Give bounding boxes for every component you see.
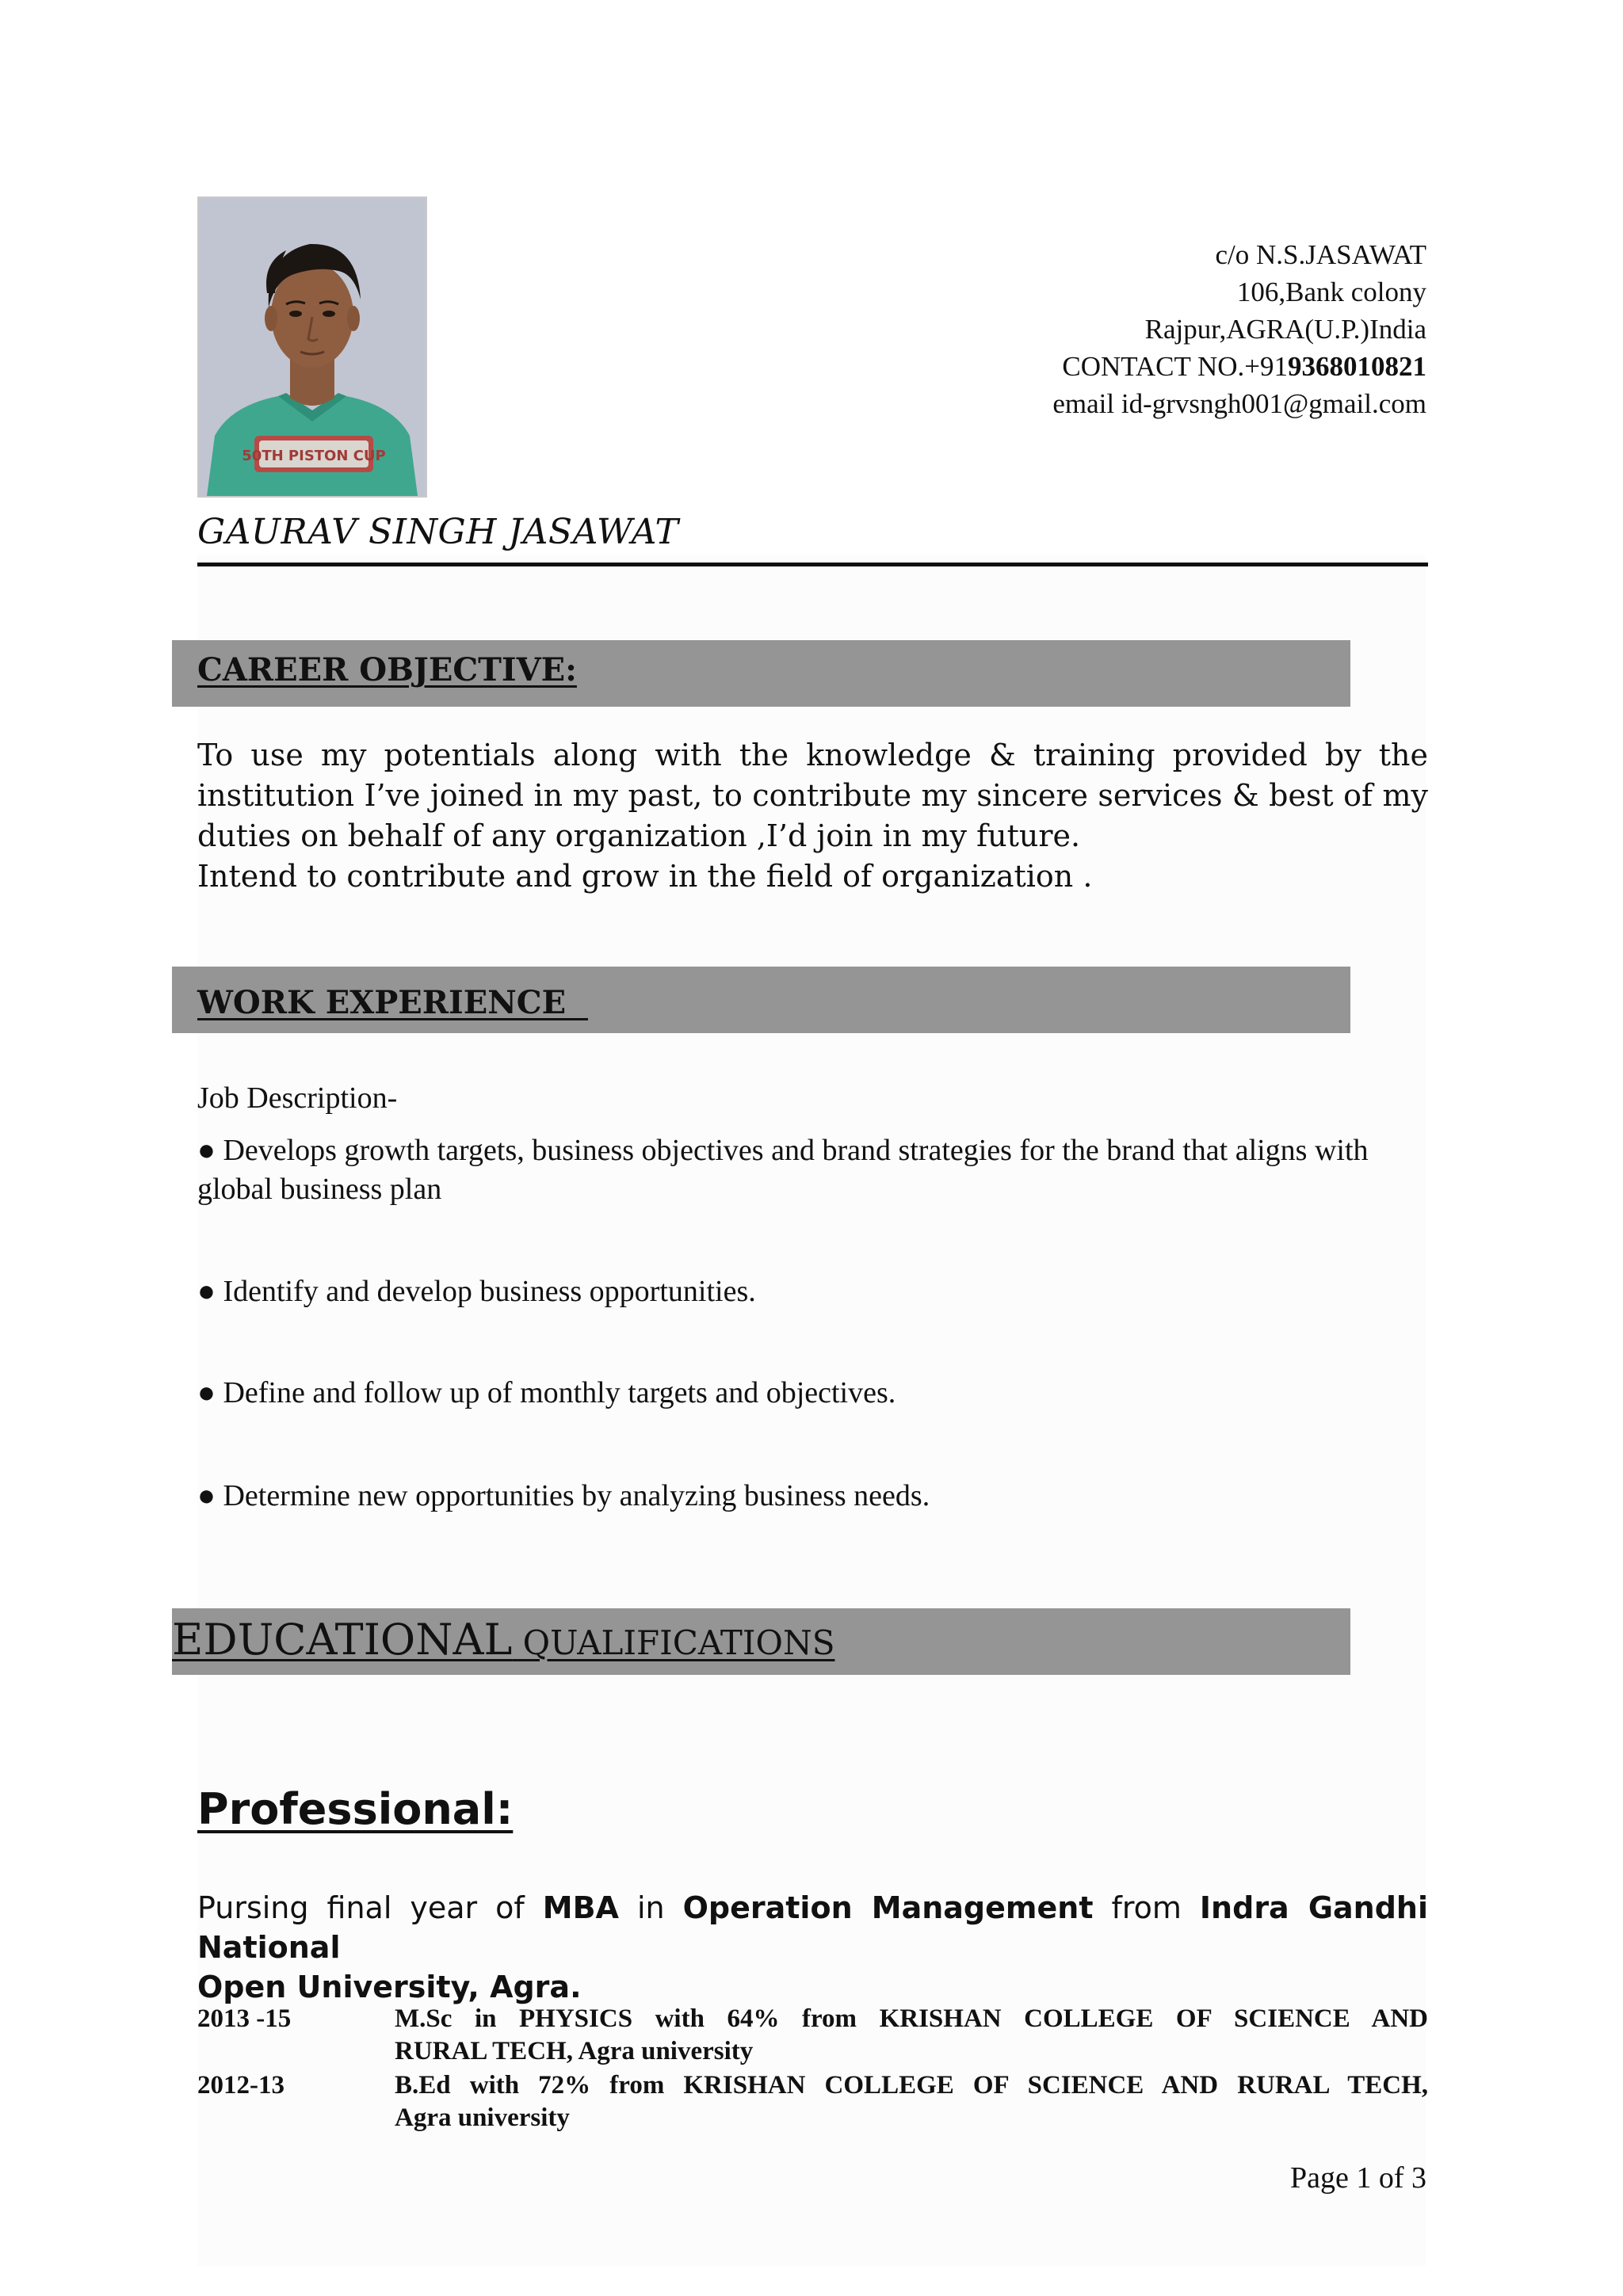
education-heading: EDUCATIONAL QUALIFICATIONS <box>172 1615 835 1665</box>
mba-statement: Pursing final year of MBA in Operation Management from Indra Gandhi National Open University, Agra. <box>197 1890 1429 2004</box>
work-experience-heading: WORK EXPERIENCE <box>197 984 588 1021</box>
address-line: c/o N.S.JASAWAT <box>1215 239 1426 270</box>
list-item: ● Define and follow up of monthly targets and objectives. <box>197 1376 896 1409</box>
qualification-year: 2013 -15 <box>197 2004 292 2033</box>
work-experience-band <box>172 967 1350 1033</box>
qualification-row <box>197 2003 1428 2069</box>
list-item: ● Develops growth targets, business objectives and brand strategies for the brand that aligns with global business plan <box>197 1134 1369 1206</box>
address-line: Rajpur,AGRA(U.P.)India <box>1144 314 1426 345</box>
address-line: 106,Bank colony <box>1236 277 1426 307</box>
list-item: ● Determine new opportunities by analyzing business needs. <box>197 1479 930 1512</box>
qualification-row <box>197 2069 1428 2136</box>
contact-number: CONTACT NO.+919368010821 <box>1062 351 1426 382</box>
job-description-label: Job Description- <box>197 1081 398 1115</box>
contact-block <box>824 236 1426 422</box>
career-objective-heading: CAREER OBJECTIVE: <box>197 651 577 688</box>
career-objective-text: To use my potentials along with the knowledge & training provided by the institution I’ve joined in my past, to contribute my sincere services & best of my duties on behalf of any organization ,I’d join in my future. Intend to contribute and grow in the field of organization . <box>197 738 1428 894</box>
education-band <box>172 1608 1350 1675</box>
svg-text:50TH PISTON CUP: 50TH PISTON CUP <box>242 448 386 464</box>
name-divider <box>197 563 1428 566</box>
qualification-description: B.Ed with 72% from KRISHAN COLLEGE OF SCIENCE AND RURAL TECH, Agra university <box>395 2071 1428 2132</box>
list-item: ● Identify and develop business opportunities. <box>197 1275 756 1308</box>
qualification-year: 2012-13 <box>197 2071 285 2100</box>
career-objective-band <box>172 640 1350 707</box>
email-address: email id-grvsngh001@gmail.com <box>1052 388 1426 419</box>
candidate-name: GAURAV SINGH JASAWAT <box>197 512 679 552</box>
professional-heading: Professional: <box>197 1784 514 1834</box>
profile-photo <box>197 196 427 498</box>
profile-photo-icon <box>199 198 426 496</box>
qualification-description: M.Sc in PHYSICS with 64% from KRISHAN COLLEGE OF SCIENCE AND RURAL TECH, Agra university <box>395 2004 1428 2065</box>
page-number: Page 1 of 3 <box>1289 2161 1426 2195</box>
